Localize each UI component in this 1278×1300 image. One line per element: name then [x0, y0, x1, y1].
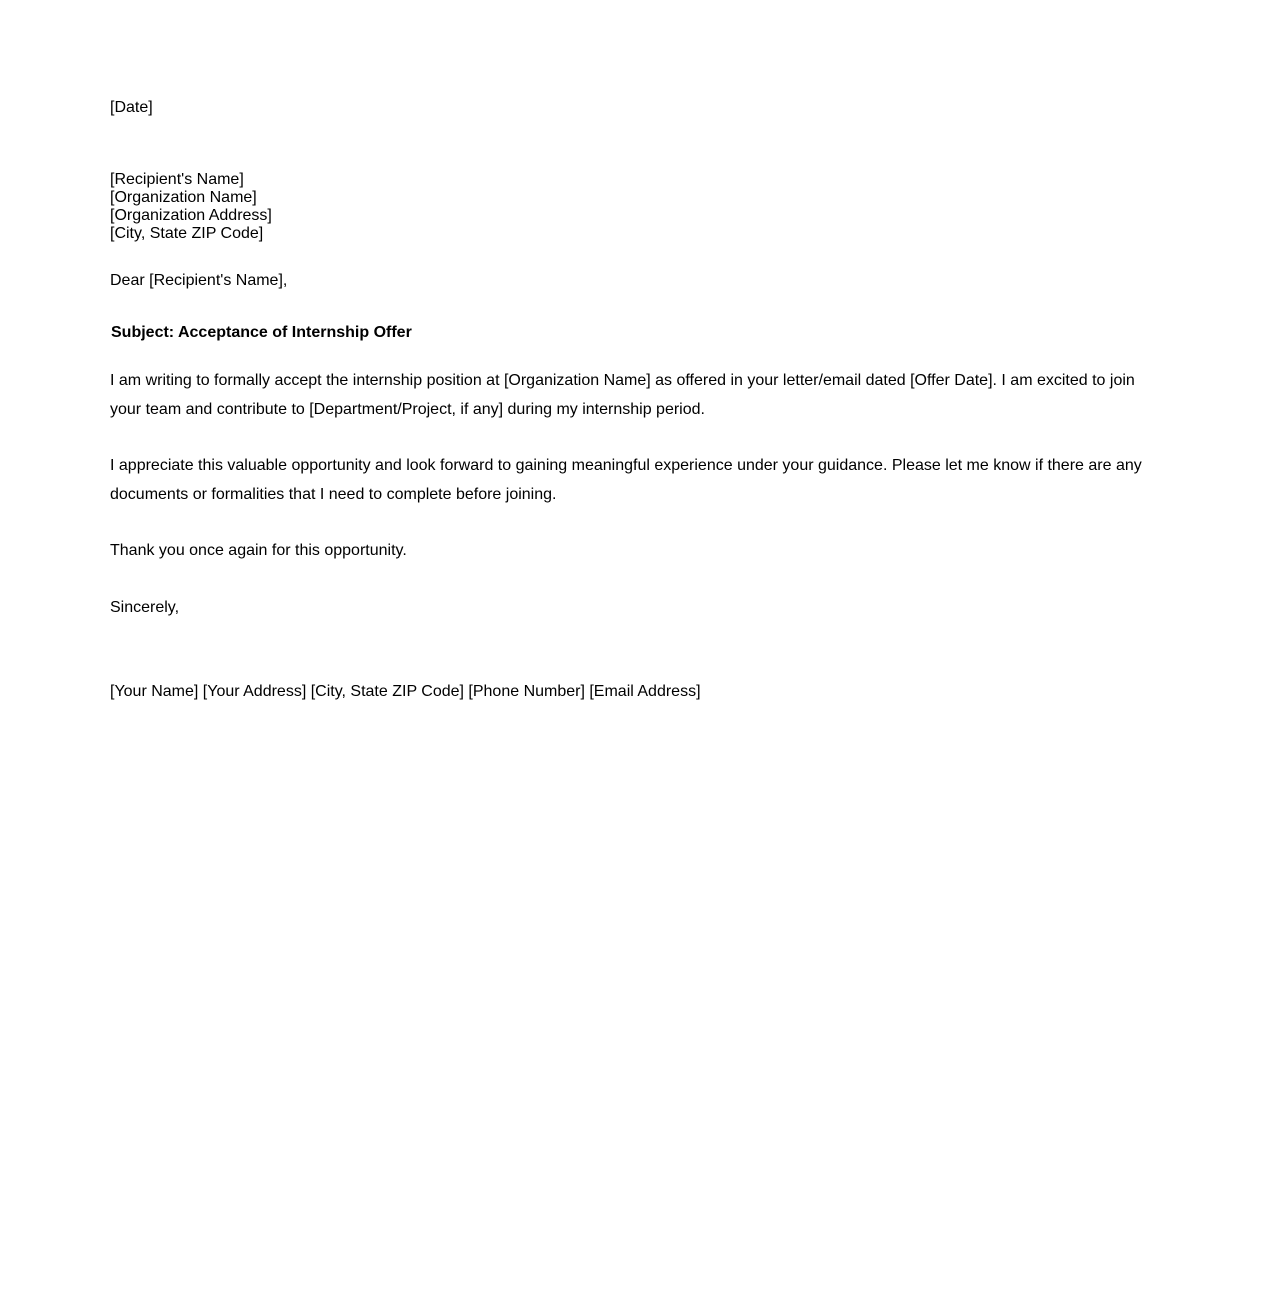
subject-line: Subject: Acceptance of Internship Offer [111, 324, 412, 341]
organization-name: [Organization Name] [110, 189, 257, 206]
organization-address: [Organization Address] [110, 207, 272, 224]
city-state-zip: [City, State ZIP Code] [110, 225, 264, 242]
closing: Sincerely, [110, 599, 180, 616]
signature-block: [Your Name] [Your Address] [City, State ZIP Code] [Phone Number] [Email Address] [110, 683, 701, 700]
salutation: Dear [Recipient's Name], [110, 272, 288, 289]
letter-date: [Date] [110, 99, 153, 116]
recipient-address-block [110, 171, 272, 243]
recipient-name: [Recipient's Name] [110, 171, 244, 188]
body-paragraph-1: I am writing to formally accept the internship position at [Organization Name] as offered in your letter/email dated [Offer Date]. I am excited to join your team and contribute to [Department/Project, if any] during my internship period. [110, 372, 1135, 418]
body-paragraph-3: Thank you once again for this opportunity. [110, 542, 407, 559]
body-paragraph-2: I appreciate this valuable opportunity and look forward to gaining meaningful experience under your guidance. Please let me know if there are any documents or formalities that I need to complete before joining. [110, 457, 1142, 503]
